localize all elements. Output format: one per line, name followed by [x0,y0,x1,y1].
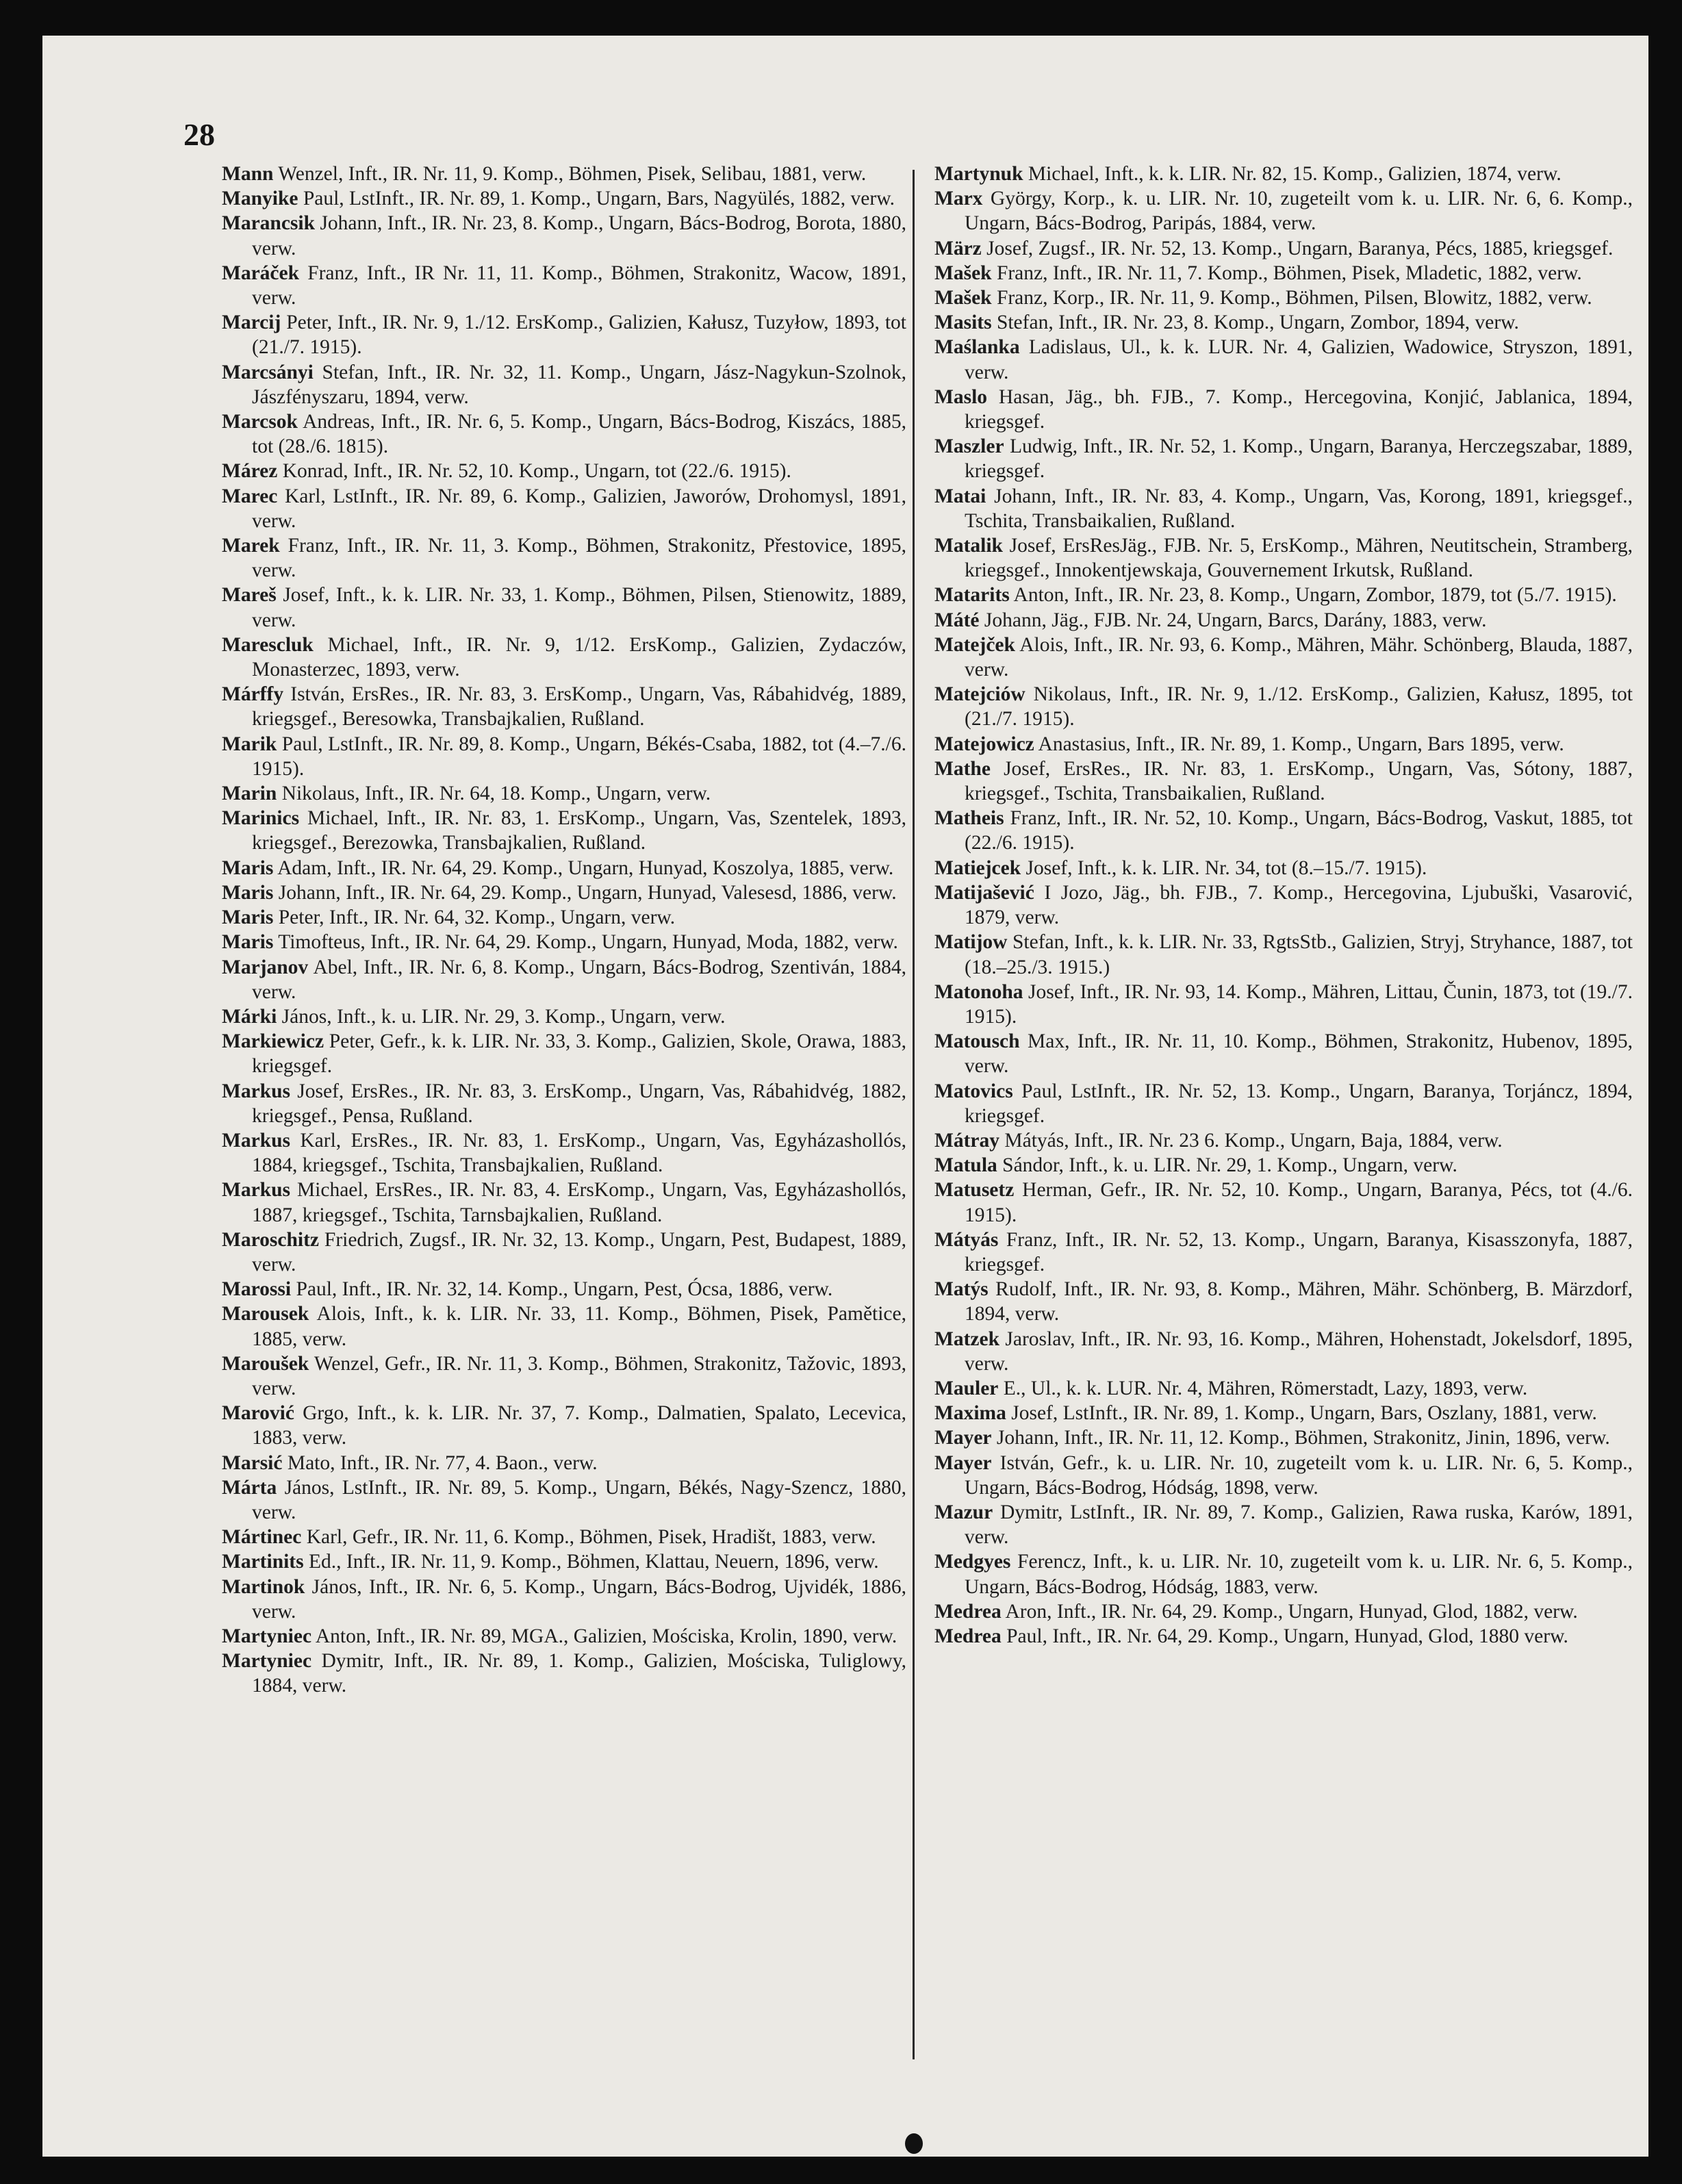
entry-details: Paul, LstInft., IR. Nr. 89, 8. Komp., Ungarn, Békés-Csaba, 1882, tot (4.–7./6. 1915). [252,733,906,780]
entry-details: Herman, Gefr., IR. Nr. 52, 10. Komp., Ungarn, Baranya, Pécs, tot (4./6. 1915). [965,1179,1633,1226]
list-entry [222,186,906,211]
entry-details: Johann, Inft., IR. Nr. 11, 12. Komp., Böhmen, Strakonitz, Jinin, 1896, verw. [996,1427,1610,1449]
list-entry [934,583,1633,607]
entry-details: Paul, LstInft., IR. Nr. 52, 13. Komp., Ungarn, Baranya, Torjáncz, 1894, kriegsgef. [965,1080,1633,1127]
entry-details: Peter, Gefr., k. k. LIR. Nr. 33, 3. Komp., Galizien, Skole, Orawa, 1883, kriegsgef. [252,1030,907,1078]
list-entry [934,1549,1633,1599]
entry-surname: Maroušek [222,1352,309,1375]
list-entry [934,856,1633,880]
entry-surname: Matýs [934,1278,989,1301]
entry-details: Peter, Inft., IR. Nr. 64, 32. Komp., Ungarn, verw. [278,906,676,929]
entry-details: Johann, Jäg., FJB. Nr. 24, Ungarn, Barcs, Darány, 1883, verw. [984,609,1487,631]
entry-surname: Marin [222,783,277,805]
entry-surname: Marcsányi [222,361,314,383]
entry-details: Aron, Inft., IR. Nr. 64, 29. Komp., Ungarn, Hunyad, Glod, 1882, verw. [1005,1600,1578,1623]
list-entry [222,1228,906,1277]
list-entry [222,1575,906,1624]
entry-details: Anton, Inft., IR. Nr. 23, 8. Komp., Ungarn, Zombor, 1879, tot (5./7. 1915). [1013,584,1617,607]
list-entry [222,162,906,186]
entry-details: János, Inft., k. u. LIR. Nr. 29, 3. Komp., Ungarn, verw. [281,1005,726,1028]
entry-details: Dymitr, Inft., IR. Nr. 89, 1. Komp., Galizien, Mościska, Tuliglowy, 1884, verw. [252,1650,906,1697]
document-page [42,36,1648,2157]
list-entry [934,1228,1633,1277]
list-entry [222,261,906,310]
entry-surname: Márta [222,1476,277,1499]
entry-surname: Marossi [222,1278,292,1301]
entry-surname: Marec [222,485,278,507]
list-entry [934,335,1633,384]
list-entry [222,1451,906,1475]
entry-details: Abel, Inft., IR. Nr. 6, 8. Komp., Ungarn, Bács-Bodrog, Szentiván, 1884, verw. [252,956,907,1003]
list-entry [934,1500,1633,1549]
list-entry [934,757,1633,806]
entry-details: Ferencz, Inft., k. u. LIR. Nr. 10, zugeteilt vom k. u. LIR. Nr. 6, 5. Komp., Ungarn, Bács-Bodrog, Hódság, 1883, verw. [965,1551,1633,1598]
list-entry [222,1624,906,1649]
entry-details: Michael, Inft., k. k. LIR. Nr. 82, 15. Komp., Galizien, 1874, verw. [1028,163,1562,185]
entry-details: Paul, Inft., IR. Nr. 32, 14. Komp., Ungarn, Pest, Ócsa, 1886, verw. [296,1278,833,1301]
entry-details: János, Inft., IR. Nr. 6, 5. Komp., Ungarn, Bács-Bodrog, Ujvidék, 1886, verw. [252,1575,907,1623]
list-entry [934,1624,1633,1649]
entry-details: György, Korp., k. u. LIR. Nr. 10, zugeteilt vom k. u. LIR. Nr. 6, 6. Komp., Ungarn, Bács-Bodrog, Paripás, 1884, verw. [965,188,1633,235]
entry-details: Josef, Inft., IR. Nr. 93, 14. Komp., Mähren, Littau, Čunin, 1873, tot (19./7. 1915). [965,980,1633,1028]
list-entry [222,484,906,533]
entry-surname: Marcij [222,312,281,334]
entry-surname: Matijow [934,931,1008,954]
list-entry [934,1128,1633,1153]
entry-surname: Matula [934,1154,997,1177]
list-entry [934,806,1633,855]
entry-surname: Mátyás [934,1228,999,1251]
entry-details: Josef, ErsResJäg., FJB. Nr. 5, ErsKomp., Mähren, Neutitschein, Stramberg, kriegsgef., Innokentjewskaja, Gouvernement Irkutsk, Rußland. [965,535,1633,582]
entry-surname: Marik [222,733,277,755]
entry-details: Josef, ErsRes., IR. Nr. 83, 3. ErsKomp., Ungarn, Vas, Rábahidvég, 1882, kriegsgef., Pensa, Rußland. [252,1080,906,1127]
entry-surname: Marsić [222,1451,283,1474]
entry-surname: Mátray [934,1129,1000,1152]
list-entry [222,930,906,954]
list-entry [222,533,906,583]
list-entry [934,980,1633,1029]
list-entry [222,1277,906,1301]
entry-surname: Márez [222,460,278,483]
list-entry [934,1079,1633,1128]
entry-details: Alois, Inft., k. k. LIR. Nr. 33, 11. Komp., Böhmen, Pisek, Pamětice, 1885, verw. [252,1303,906,1350]
entry-surname: Maris [222,906,274,929]
entry-details: Dymitr, LstInft., IR. Nr. 89, 7. Komp., Galizien, Rawa ruska, Karów, 1891, verw. [965,1501,1633,1549]
list-entry [934,261,1633,285]
list-entry [934,310,1633,335]
list-entry [222,310,906,359]
list-entry [934,285,1633,310]
entry-surname: Markus [222,1080,290,1102]
entry-surname: Matejček [934,633,1015,656]
list-entry [222,856,906,880]
entry-details: Johann, Inft., IR. Nr. 83, 4. Komp., Ungarn, Vas, Korong, 1891, kriegsgef., Tschita, Transbaikalien, Rußland. [965,485,1633,532]
entry-surname: Matzek [934,1328,1000,1350]
list-entry [934,434,1633,483]
entry-surname: Mathe [934,757,991,780]
list-entry [222,732,906,781]
entry-details: Ludwig, Inft., IR. Nr. 52, 1. Komp., Ungarn, Baranya, Herczegszabar, 1889, kriegsgef. [965,435,1633,483]
entry-details: Franz, Inft., IR. Nr. 11, 7. Komp., Böhmen, Pisek, Mladetic, 1882, verw. [996,262,1582,284]
entry-surname: Mann [222,163,274,185]
entry-details: Wenzel, Inft., IR. Nr. 11, 9. Komp., Böhmen, Pisek, Selibau, 1881, verw. [278,163,867,185]
list-entry [222,1351,906,1401]
list-entry [222,905,906,930]
entry-surname: Mašek [934,287,992,309]
list-entry [934,1425,1633,1450]
entry-surname: Maxima [934,1402,1006,1425]
entry-details: Paul, LstInft., IR. Nr. 89, 1. Komp., Ungarn, Bars, Nagyülés, 1882, verw. [303,188,895,210]
entry-surname: Matejowicz [934,733,1034,755]
entry-surname: Matousch [934,1030,1020,1053]
entry-details: Grgo, Inft., k. k. LIR. Nr. 37, 7. Komp., Dalmatien, Spalato, Lecevica, 1883, verw. [252,1402,907,1449]
entry-details: István, Gefr., k. u. LIR. Nr. 10, zugeteilt vom k. u. LIR. Nr. 6, 5. Komp., Ungarn, Bács-Bodrog, Hódság, 1898, verw. [965,1451,1633,1499]
entry-details: Timofteus, Inft., IR. Nr. 64, 29. Komp., Ungarn, Hunyad, Moda, 1882, verw. [278,931,898,954]
entry-details: Karl, Gefr., IR. Nr. 11, 6. Komp., Böhmen, Pisek, Hradišt, 1883, verw. [306,1526,876,1549]
entry-details: Josef, LstInft., IR. Nr. 89, 1. Komp., Ungarn, Bars, Oszlany, 1881, verw. [1011,1402,1597,1425]
entry-details: Stefan, Inft., IR. Nr. 32, 11. Komp., Ungarn, Jász-Nagykun-Szolnok, Jászfényszaru, 1894, verw. [252,361,906,408]
entry-surname: Mazur [934,1501,993,1523]
entry-details: Franz, Inft., IR. Nr. 52, 13. Komp., Ungarn, Baranya, Kisasszonyfa, 1887, kriegsgef. [965,1228,1633,1275]
entry-surname: Martinits [222,1551,304,1573]
list-entry [222,360,906,409]
list-entry [222,682,906,731]
entry-surname: Medgyes [934,1551,1011,1573]
entry-details: I Jozo, Jäg., bh. FJB., 7. Komp., Hercegovina, Ljubuški, Vasarović, 1879, verw. [965,881,1633,929]
entry-surname: März [934,237,982,259]
entry-details: Michael, Inft., IR. Nr. 9, 1/12. ErsKomp., Galizien, Zydaczów, Monasterzec, 1893, verw. [252,633,907,681]
list-entry [934,608,1633,633]
list-entry [222,880,906,905]
entry-surname: Martinok [222,1575,305,1598]
list-entry [934,732,1633,757]
entry-surname: Márki [222,1005,277,1028]
list-entry [222,583,906,632]
list-entry [934,1599,1633,1624]
entry-surname: Markus [222,1129,290,1152]
entry-surname: Marousek [222,1303,309,1325]
list-entry [934,1401,1633,1425]
entry-surname: Markus [222,1179,290,1202]
entry-surname: Medrea [934,1600,1002,1623]
right-column [934,162,1633,1649]
entry-details: Johann, Inft., IR. Nr. 23, 8. Komp., Ungarn, Bács-Bodrog, Borota, 1880, verw. [252,212,907,259]
page-number: 28 [183,117,215,152]
entry-surname: Markiewicz [222,1030,324,1053]
list-entry [934,633,1633,682]
entry-details: Paul, Inft., IR. Nr. 64, 29. Komp., Ungarn, Hunyad, Glod, 1880 verw. [1006,1625,1568,1647]
list-entry [222,633,906,682]
entry-surname: Marinics [222,807,300,830]
entry-surname: Martyniec [222,1625,312,1647]
entry-details: Stefan, Inft., k. k. LIR. Nr. 33, RgtsStb., Galizien, Stryj, Stryhance, 1887, tot (18.–25./3. 1915.) [965,931,1633,978]
entry-surname: Matalik [934,535,1003,557]
entry-surname: Maslo [934,385,988,408]
list-entry [934,1327,1633,1376]
list-entry [934,880,1633,930]
column-divider [913,170,915,2059]
entry-details: Adam, Inft., IR. Nr. 64, 29. Komp., Ungarn, Hunyad, Koszolya, 1885, verw. [277,856,894,879]
entry-surname: Mareš [222,584,277,607]
entry-surname: Maris [222,931,274,954]
entry-details: Josef, Inft., k. k. LIR. Nr. 33, 1. Komp., Böhmen, Pilsen, Stienowitz, 1889, verw. [252,584,907,631]
entry-details: E., Ul., k. k. LUR. Nr. 4, Mähren, Römerstadt, Lazy, 1893, verw. [1003,1377,1528,1399]
list-entry [934,533,1633,583]
entry-details: Karl, ErsRes., IR. Nr. 83, 1. ErsKomp., Ungarn, Vas, Egyházashollós, 1884, kriegsgef., Tschita, Transbajkalien, Rußland. [252,1129,907,1177]
list-entry [222,409,906,459]
entry-details: Franz, Inft., IR. Nr. 52, 10. Komp., Ungarn, Bács-Bodrog, Vaskut, 1885, tot (22./6. 1915). [965,807,1633,854]
entry-surname: Máté [934,609,980,631]
list-entry [222,1549,906,1574]
entry-surname: Mašek [934,262,992,284]
list-entry [222,1128,906,1178]
entry-surname: Marx [934,188,983,210]
entry-surname: Márffy [222,683,284,706]
list-entry [222,1178,906,1227]
list-entry [222,211,906,260]
entry-surname: Marcsok [222,411,298,433]
entry-details: Stefan, Inft., IR. Nr. 23, 8. Komp., Ungarn, Zombor, 1894, verw. [996,312,1519,334]
entry-details: Friedrich, Zugsf., IR. Nr. 32, 13. Komp., Ungarn, Pest, Budapest, 1889, verw. [252,1228,906,1275]
list-entry [222,1004,906,1029]
left-column [222,162,906,1699]
list-entry [222,1525,906,1549]
entry-details: Michael, ErsRes., IR. Nr. 83, 4. ErsKomp., Ungarn, Vas, Egyházashollós, 1887, kriegsgef., Tschita, Tarnsbajkalien, Rußland. [252,1179,907,1226]
entry-surname: Marek [222,535,280,557]
entry-surname: Matarits [934,584,1010,607]
list-entry [934,1153,1633,1178]
list-entry [934,1178,1633,1227]
entry-surname: Maślanka [934,336,1020,359]
list-entry [934,682,1633,731]
entry-surname: Matiejcek [934,856,1021,879]
entry-details: Ladislaus, Ul., k. k. LUR. Nr. 4, Galizien, Wadowice, Stryszon, 1891, verw. [965,336,1633,383]
entry-surname: Mártinec [222,1526,302,1549]
entry-surname: Marescluk [222,633,314,656]
entry-surname: Manyike [222,188,298,210]
entry-details: István, ErsRes., IR. Nr. 83, 3. ErsKomp., Ungarn, Vas, Rábahidvég, 1889, kriegsgef., Beresowka, Transbajkalien, Rußland. [252,683,906,731]
list-entry [934,1029,1633,1078]
entry-surname: Matonoha [934,980,1023,1003]
entry-details: Mátyás, Inft., IR. Nr. 23 6. Komp., Ungarn, Baja, 1884, verw. [1004,1129,1503,1152]
entry-details: Nikolaus, Inft., IR. Nr. 64, 18. Komp., Ungarn, verw. [281,783,711,805]
entry-surname: Matusetz [934,1179,1015,1202]
entry-surname: Matai [934,485,986,507]
entry-details: János, LstInft., IR. Nr. 89, 5. Komp., Ungarn, Békés, Nagy-Szencz, 1880, verw. [252,1476,906,1523]
entry-details: Franz, Inft., IR. Nr. 11, 3. Komp., Böhmen, Strakonitz, Přestovice, 1895, verw. [252,535,906,582]
list-entry [222,1649,906,1698]
list-entry [934,1451,1633,1500]
entry-surname: Maszler [934,435,1004,458]
entry-surname: Mayer [934,1427,992,1449]
list-entry [934,236,1633,261]
entry-details: Nikolaus, Inft., IR. Nr. 9, 1./12. ErsKomp., Galizien, Kałusz, 1895, tot (21./7. 1915). [965,683,1633,731]
list-entry [934,1376,1633,1401]
entry-details: Jaroslav, Inft., IR. Nr. 93, 16. Komp., Mähren, Hohenstadt, Jokelsdorf, 1895, verw. [965,1328,1633,1375]
entry-surname: Maroschitz [222,1228,319,1251]
entry-details: Karl, LstInft., IR. Nr. 89, 6. Komp., Galizien, Jaworów, Drohomysl, 1891, verw. [252,485,906,532]
entry-surname: Martynuk [934,163,1023,185]
entry-details: Johann, Inft., IR. Nr. 64, 29. Komp., Ungarn, Hunyad, Valesesd, 1886, verw. [278,881,897,904]
list-entry [222,1079,906,1128]
list-entry [222,955,906,1004]
entry-details: Konrad, Inft., IR. Nr. 52, 10. Komp., Ungarn, tot (22./6. 1915). [282,460,791,483]
list-entry [222,781,906,806]
entry-details: Rudolf, Inft., IR. Nr. 93, 8. Komp., Mähren, Mähr. Schönberg, B. Märzdorf, 1894, verw. [965,1278,1633,1325]
list-entry [222,1029,906,1078]
entry-details: Sándor, Inft., k. u. LIR. Nr. 29, 1. Komp., Ungarn, verw. [1002,1154,1457,1177]
entry-surname: Masits [934,312,992,334]
entry-details: Ed., Inft., IR. Nr. 11, 9. Komp., Böhmen, Klattau, Neuern, 1896, verw. [309,1551,879,1573]
entry-details: Wenzel, Gefr., IR. Nr. 11, 3. Komp., Böhmen, Strakonitz, Tažovic, 1893, verw. [252,1352,906,1399]
list-entry [222,1401,906,1450]
list-entry [222,459,906,483]
entry-details: Peter, Inft., IR. Nr. 9, 1./12. ErsKomp., Galizien, Kałusz, Tuzyłow, 1893, tot (21./7. 1915). [252,312,906,359]
entry-surname: Matijašević [934,881,1034,904]
entry-details: Mato, Inft., IR. Nr. 77, 4. Baon., verw. [287,1451,598,1474]
entry-details: Franz, Korp., IR. Nr. 11, 9. Komp., Böhmen, Pilsen, Blowitz, 1882, verw. [996,287,1592,309]
entry-surname: Mayer [934,1451,992,1474]
entry-surname: Mauler [934,1377,999,1399]
entry-details: Josef, Zugsf., IR. Nr. 52, 13. Komp., Ungarn, Baranya, Pécs, 1885, kriegsgef. [986,237,1614,259]
list-entry [934,186,1633,236]
entry-details: Anastasius, Inft., IR. Nr. 89, 1. Komp., Ungarn, Bars 1895, verw. [1038,733,1564,755]
list-entry [934,162,1633,186]
list-entry [222,806,906,855]
entry-details: Josef, Inft., k. k. LIR. Nr. 34, tot (8.–15./7. 1915). [1025,856,1427,879]
list-entry [222,1301,906,1351]
list-entry [934,385,1633,434]
page-bullet-mark [905,2133,923,2154]
entry-surname: Maráček [222,262,300,284]
entry-surname: Marjanov [222,956,309,978]
list-entry [934,1277,1633,1326]
entry-details: Michael, Inft., IR. Nr. 83, 1. ErsKomp., Ungarn, Vas, Szentelek, 1893, kriegsgef., Berezowka, Transbajkalien, Rußland. [252,807,906,854]
entry-details: Josef, ErsRes., IR. Nr. 83, 1. ErsKomp., Ungarn, Vas, Sótony, 1887, kriegsgef., Tschita, Transbaikalien, Rußland. [965,757,1633,805]
entry-surname: Marović [222,1402,294,1425]
entry-surname: Marancsik [222,212,316,235]
entry-details: Andreas, Inft., IR. Nr. 6, 5. Komp., Ungarn, Bács-Bodrog, Kiszács, 1885, tot (28./6. 1815). [252,411,906,458]
entry-surname: Matovics [934,1080,1013,1102]
entry-surname: Medrea [934,1625,1002,1647]
entry-details: Franz, Inft., IR Nr. 11, 11. Komp., Böhmen, Strakonitz, Wacow, 1891, verw. [252,262,906,309]
entry-details: Anton, Inft., IR. Nr. 89, MGA., Galizien, Mościska, Krolin, 1890, verw. [315,1625,897,1647]
list-entry [934,484,1633,533]
entry-details: Alois, Inft., IR. Nr. 93, 6. Komp., Mähren, Mähr. Schönberg, Blauda, 1887, verw. [965,633,1633,681]
entry-surname: Maris [222,856,274,879]
entry-surname: Matheis [934,807,1004,830]
entry-details: Max, Inft., IR. Nr. 11, 10. Komp., Böhmen, Strakonitz, Hubenov, 1895, verw. [965,1030,1633,1078]
list-entry [222,1475,906,1525]
entry-surname: Martyniec [222,1650,312,1673]
list-entry [934,930,1633,979]
entry-surname: Maris [222,881,274,904]
entry-details: Hasan, Jäg., bh. FJB., 7. Komp., Hercegovina, Konjić, Jablanica, 1894, kriegsgef. [965,385,1633,433]
entry-surname: Matejciów [934,683,1025,706]
